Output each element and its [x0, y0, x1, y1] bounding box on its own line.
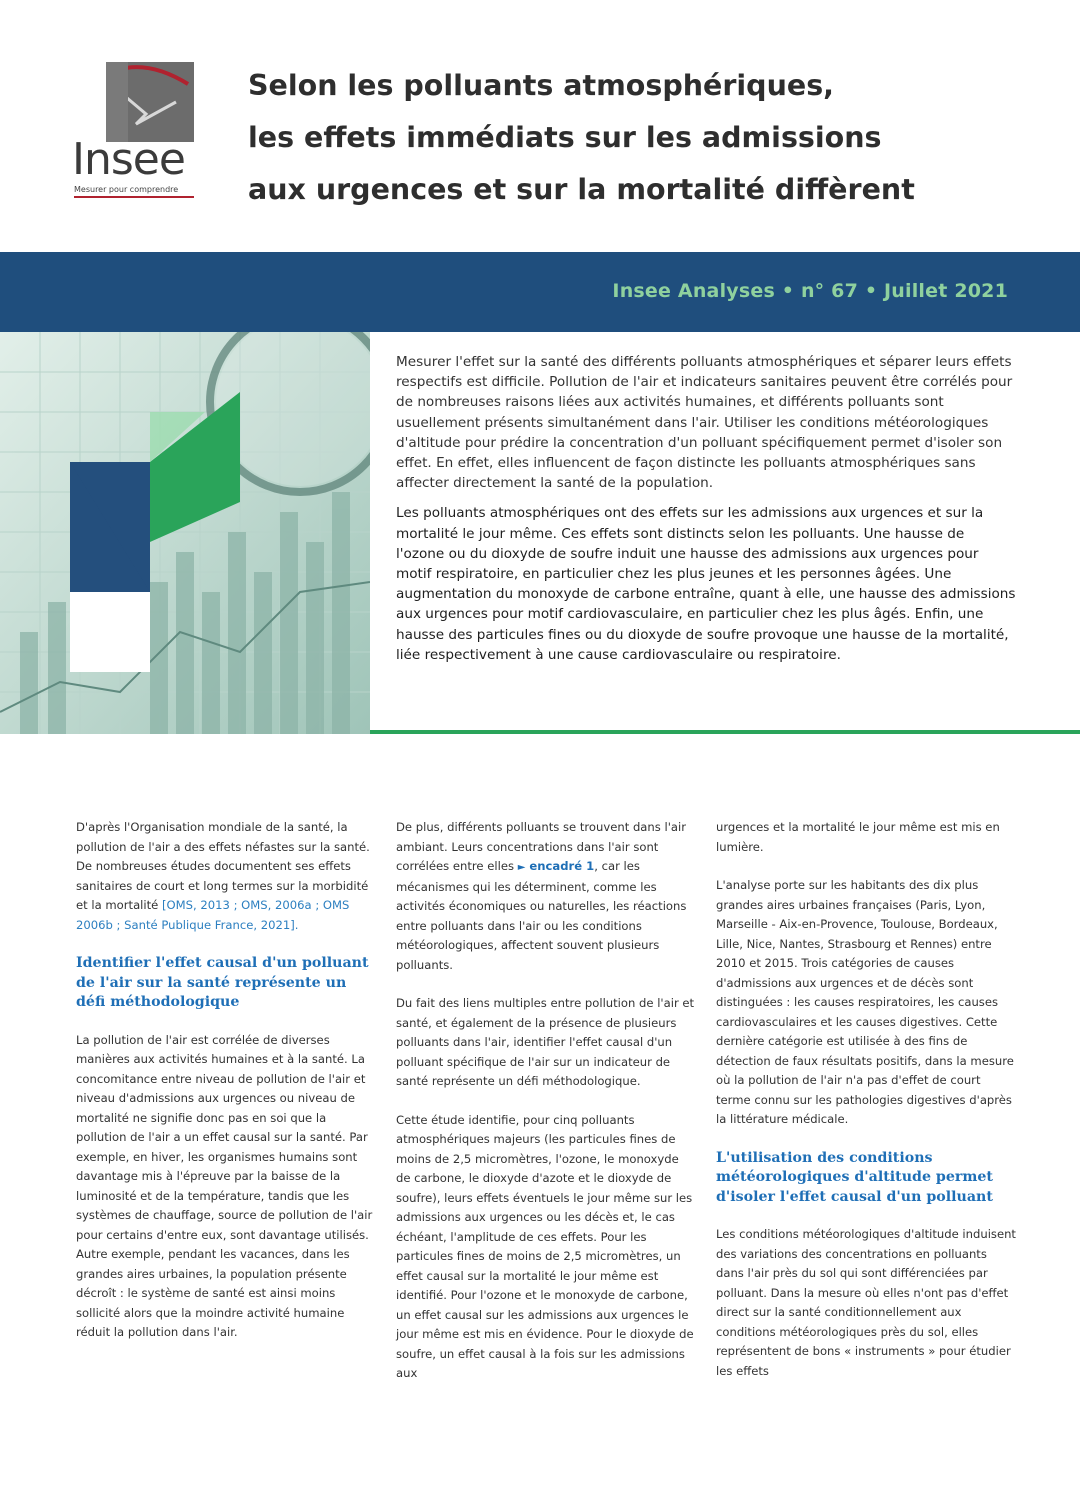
col2-paragraph-1 — [396, 818, 696, 975]
col1-paragraph-1-text: D'après l'Organisation mondiale de la santé, la pollution de l'air a des effets néfastes sur la santé. De nombreuses études documentent ses effets sanitaires de court et long termes sur la morbidité et la mortalité — [76, 820, 370, 912]
logo-tagline: Mesurer pour comprendre — [74, 185, 194, 198]
page-title — [248, 60, 1038, 216]
column-1 — [76, 818, 376, 1362]
col1-references-link[interactable]: [OMS, 2013 ; OMS, 2006a ; OMS 2006b ; Santé Publique France, 2021]. — [76, 898, 350, 932]
col3-paragraph-1: urgences et la mortalité le jour même est mis en lumière. — [716, 820, 1000, 854]
publication-label: Insee Analyses • n° 67 • Juillet 2021 — [612, 280, 1008, 302]
title-line-1: Selon les polluants atmosphériques, — [248, 69, 834, 102]
cover-illustration — [0, 332, 370, 734]
summary — [396, 352, 1016, 675]
logo-word: Insee — [72, 134, 185, 185]
col3-paragraph-2: L'analyse porte sur les habitants des dix plus grandes aires urbaines françaises (Paris, Lyon, Marseille - Aix-en-Provence, Toulouse, Bordeaux, Lille, Nice, Nantes, Strasbourg et Rennes) entre 2010 et 2015. Trois catégories de causes d'admissions aux urgences et de décès sont distinguées : les causes respiratoires, les causes cardiovasculaires et les causes digestives. Cette dernière catégorie est utilisée à des fins de détection de faux résultats positifs, dans la mesure où la pollution de l'air n'a pas d'effet de court terme connu sur les pathologies digestives d'après la littérature médicale. — [716, 878, 1014, 1126]
summary-paragraph-2: Les polluants atmosphériques ont des effets sur les admissions aux urgences et sur la mortalité le jour même. Ces effets sont distincts selon les polluants. Une hausse de l'ozone ou du dioxyde de soufre induit une hausse des admissions aux urgences pour motif respiratoire, en particulier chez les plus jeunes et les personnes âgées. Une augmentation du monoxyde de carbone entraîne, quant à elle, une hausse des admissions aux urgences pour motif cardiovasculaire, en particulier chez les plus âgés. Enfin, une hausse des particules fines ou du dioxyde de soufre provoque une hausse de la mortalité, liée respectivement à une cause cardiovasculaire ou respiratoire. — [396, 505, 1016, 663]
title-line-3: aux urgences et sur la mortalité diffèrent — [248, 173, 915, 206]
insee-logo — [72, 62, 194, 202]
column-2 — [396, 818, 696, 1403]
publication-band — [0, 252, 1080, 332]
col1-paragraph-2: La pollution de l'air est corrélée de diverses manières aux activités humaines et à la santé. La concomitance entre niveau de pollution de l'air et niveau d'admissions aux urgences ou niveau de mortalité ne signifie donc pas en soi que la pollution de l'air a un effet causal sur la santé. Par exemple, en hiver, les organismes humains sont davantage mis à l'épreuve par la baisse de la luminosité et de la température, tandis que les systèmes de chauffage, source de pollution de l'air pour certains d'entre eux, sont davantage utilisés. Autre exemple, pendant les vacances, dans les grandes aires urbaines, la population présente décroît : le système de santé est ainsi moins sollicité alors que la moindre activité humaine réduit la pollution dans l'air. — [76, 1032, 373, 1339]
col3-heading: L'utilisation des conditions météorologiques d'altitude permet d'isoler l'effet causal d'un polluant — [716, 1149, 993, 1205]
logo-emblem — [106, 62, 194, 142]
col2-paragraph-3: Cette étude identifie, pour cinq polluants atmosphériques majeurs (les particules fines de moins de 2,5 micromètres, l'ozone, le monoxyde de carbone, le dioxyde d'azote et le dioxyde de soufre), leurs effets éventuels le jour même sur les admissions aux urgences ou les décès et, le cas échéant, l'amplitude de ces effets. Pour les particules fines de moins de 2,5 micromètres, un effet causal sur la mortalité le jour même est identifié. Pour l'ozone et le monoxyde de carbone, un effet causal sur les admissions aux urgences le jour même est mis en évidence. Pour le dioxyde de soufre, un effet causal à la fois sur les admissions aux — [396, 1112, 694, 1380]
col2-paragraph-1-start: De plus, différents polluants se trouvent dans l'air ambiant. Leurs concentrations dans l'air sont corrélées entre elles — [396, 820, 686, 873]
column-3 — [716, 818, 1016, 1400]
section-divider — [370, 730, 1080, 734]
col1-paragraph-1 — [76, 818, 376, 935]
col2-paragraph-2: Du fait des liens multiples entre pollution de l'air et santé, et également de la présence de plusieurs polluants dans l'air, identifier l'effet causal d'un polluant spécifique de l'air sur un indicateur de santé représente un défi méthodologique. — [396, 996, 695, 1088]
encadre-link[interactable]: encadré 1 — [525, 859, 595, 873]
col3-paragraph-3: Les conditions météorologiques d'altitude induisent des variations des concentrations en polluants dans l'air près du sol qui sont différenciées par polluant. Dans la mesure où elles n'ont pas d'effet direct sur la santé conditionnellement aux conditions météorologiques près du sol, elles représentent de bons « instruments » pour étudier les effets — [716, 1227, 1016, 1378]
summary-paragraph-1: Mesurer l'effet sur la santé des différents polluants atmosphériques et séparer leurs effets respectifs est difficile. Pollution de l'air et indicateurs sanitaires peuvent être corrélés pour de nombreuses raisons liées aux activités humaines, et différents polluants sont usuellement présents simultanément dans l'air. Utiliser les conditions météorologiques d'altitude pour prédire la concentration d'un polluant spécifiquement permet d'isoler son effet. En effet, elles influencent de façon distincte les polluants atmosphériques sans affecter directement la santé de la population. — [396, 354, 1013, 492]
col1-heading: Identifier l'effet causal d'un polluant de l'air sur la santé représente un défi méthodologique — [76, 955, 369, 1010]
arrow-icon: ► — [517, 862, 526, 873]
col2-paragraph-1-end: , car les mécanismes qui les déterminent, comme les activités économiques ou naturelles, les réactions entre polluants dans l'air ou les conditions météorologiques, affectent souvent plusieurs polluants. — [396, 859, 687, 972]
title-line-2: les effets immédiats sur les admissions — [248, 121, 882, 154]
